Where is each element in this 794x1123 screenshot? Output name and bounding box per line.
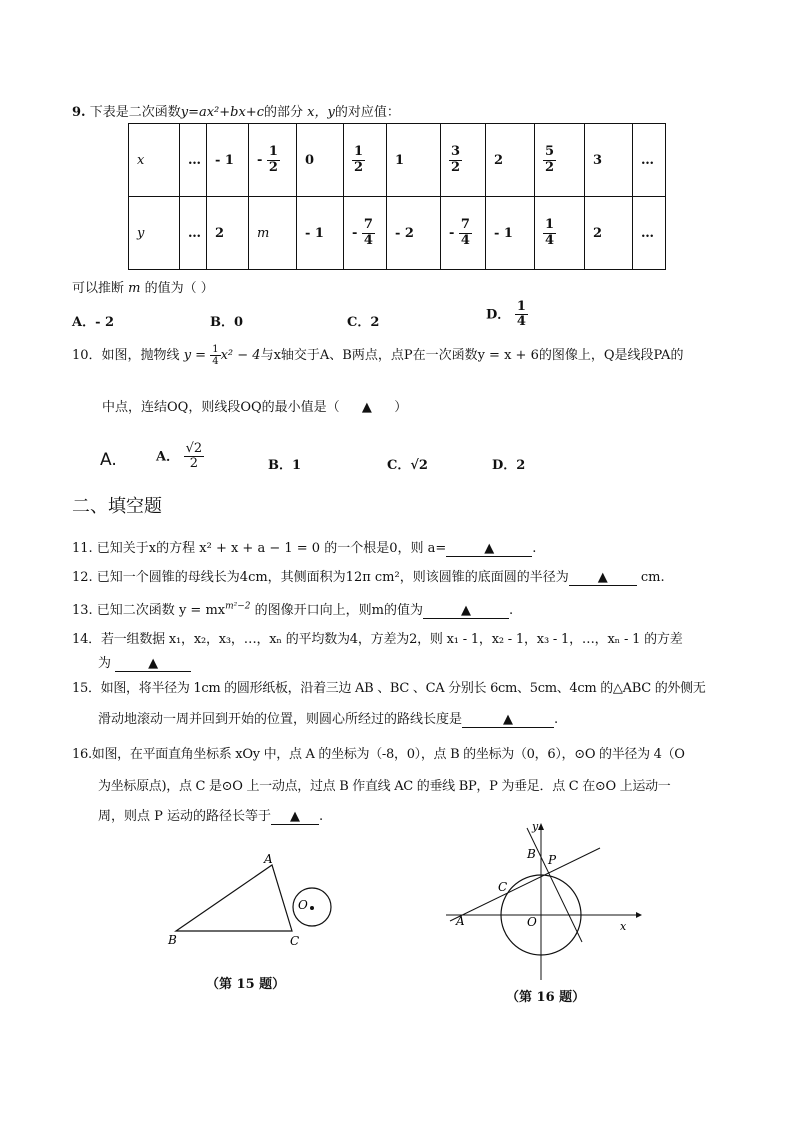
q16-post: . (319, 809, 324, 824)
q9-value-table (128, 123, 666, 270)
q14-text: 14．若一组数据 x₁，x₂，x₃，…，xₙ 的平均数为4，方差为2，则 x₁ - 1，x₂ - 1，x₃ - 1，…，xₙ - 1 的方差 (72, 632, 683, 647)
q9-stem-vars: x，y (307, 105, 335, 120)
answer-blank[interactable] (569, 570, 637, 586)
y-cell: - 1 (486, 197, 535, 270)
label-p: P (548, 853, 557, 867)
q9-stem-b: 的部分 (263, 105, 303, 120)
x-cell: 0 (297, 124, 344, 197)
x-axis-arrow (636, 912, 642, 918)
frac-den: 2 (189, 456, 199, 472)
frac-den: 4 (516, 314, 526, 330)
q16-text-1: 16.如图，在平面直角坐标系 xOy 中，点 A 的坐标为（-8，0），点 B 的坐标为（0，6），⊙O 的半径为 4（O (72, 747, 685, 762)
x-cell: $\frac{3}{2}$ (441, 124, 486, 197)
q10-option-a-label: A． (156, 449, 180, 465)
q10-frac (210, 344, 220, 367)
y-label: y (129, 197, 180, 270)
figure-15 (160, 845, 350, 955)
q9-number: 9. (72, 105, 86, 120)
x-cell: - 1 (207, 124, 249, 197)
y-cell: … (633, 197, 666, 270)
x-label: x (129, 124, 180, 197)
table-row-y (129, 197, 666, 270)
q15-line1 (72, 677, 706, 696)
q10-option-b[interactable]: B．1 (268, 458, 302, 473)
label-o: O (527, 915, 537, 929)
figure-16-caption: （第 16 题） (506, 990, 586, 1005)
x-cell: 3 (585, 124, 633, 197)
triangle-abc (176, 865, 292, 931)
q9-stem (72, 101, 400, 120)
q10-fn: x² − 4 (220, 348, 261, 363)
q10-number: 10．如图，抛物线 (72, 348, 180, 363)
q9-option-a[interactable]: A．- 2 (72, 315, 115, 330)
q16-line2 (98, 775, 671, 794)
y-cell: 2 (585, 197, 633, 270)
q16-text-3: 周，则点 P 运动的路径长等于 (98, 809, 272, 824)
y-cell: 2 (207, 197, 249, 270)
y-cell: - $\frac{7}{4}$ (441, 197, 486, 270)
x-cell: … (633, 124, 666, 197)
q9-ask-a: 可以推断 (72, 281, 125, 296)
q9-option-d-frac (515, 300, 528, 330)
answer-mark: ▲ (461, 603, 471, 618)
q12 (72, 566, 665, 586)
q10-option-c[interactable]: C．√2 (387, 458, 428, 473)
q15-post: . (554, 712, 559, 727)
label-b: B (527, 847, 536, 861)
figure-16 (440, 818, 660, 988)
q10-option-a[interactable] (156, 442, 204, 472)
q9-option-d-label: D． (486, 307, 511, 323)
q16-text-2: 为坐标原点)，点 C 是⊙O 上一动点，过点 B 作直线 AC 的垂线 BP，P 为垂足．点 C 在⊙O 上运动一 (98, 779, 671, 794)
label-b: B (168, 933, 177, 947)
q9-stem-fn: y=ax²+bx+c (180, 105, 264, 120)
x-cell: 2 (486, 124, 535, 197)
label-c: C (498, 880, 508, 894)
answer-mark: ▲ (148, 656, 159, 671)
q14-line2-text: 为 (98, 656, 112, 671)
answer-mark: ▲ (290, 809, 301, 824)
q9-stem-a: 下表是二次函数 (89, 105, 181, 120)
q15-text: 15．如图，将半径为 1cm 的圆形纸板，沿着三边 AB 、BC 、CA 分别长 6cm、5cm、4cm 的△ABC 的外侧无 (72, 681, 706, 696)
label-x: x (620, 920, 627, 933)
q10-mid: 与x轴交于A、B两点，点P在一次函数y = x + 6的图像上，Q是线段PA的 (260, 348, 684, 363)
q14-line2 (98, 652, 191, 672)
answer-mark: ▲ (597, 570, 608, 585)
frac-num: √2 (185, 441, 203, 456)
table-row-x (129, 124, 666, 197)
y-axis-arrow (538, 823, 544, 830)
q9-option-c[interactable]: C．2 (347, 315, 380, 330)
q15-line2-text: 滑动地滚动一周并回到开始的位置，则圆心所经过的路线长度是 (98, 712, 463, 727)
q10-option-d[interactable]: D．2 (492, 458, 526, 473)
q11 (72, 537, 536, 557)
q13-post: . (509, 603, 514, 618)
y-cell: - $\frac{7}{4}$ (344, 197, 387, 270)
label-o: O (298, 898, 308, 912)
y-cell: m (249, 197, 297, 270)
label-c: C (290, 934, 300, 948)
circle-center-dot (310, 906, 314, 910)
answer-blank[interactable] (462, 712, 554, 728)
y-cell: - 2 (387, 197, 441, 270)
x-cell: $\frac{1}{2}$ (344, 124, 387, 197)
y-cell: … (180, 197, 207, 270)
q11-text: 11. 已知关于x的方程 x² + x + a − 1 = 0 的一个根是0，则 a= (72, 541, 447, 556)
x-cell: - $\frac{1}{2}$ (249, 124, 297, 197)
y-cell: - 1 (297, 197, 344, 270)
answer-blank[interactable] (446, 541, 532, 557)
q9-ask (72, 277, 214, 296)
frac-num: 1 (212, 344, 219, 355)
q10-line1 (72, 344, 683, 367)
x-cell: … (180, 124, 207, 197)
q13-mid: 的图像开口向上，则m的值为 (250, 603, 423, 618)
answer-mark: ▲ (484, 541, 495, 556)
q10-close: ） (394, 400, 408, 415)
q12-post: cm. (640, 570, 665, 585)
frac-num: 1 (516, 299, 526, 314)
q15-line2 (98, 708, 558, 728)
q9-option-b[interactable]: B．0 (210, 315, 244, 330)
q10-option-a-frac (184, 442, 205, 472)
q10-line2 (102, 396, 407, 415)
q13-text: 13. 已知二次函数 y = mx (72, 603, 226, 618)
q16-line1 (72, 743, 685, 762)
answer-mark: ▲ (361, 400, 372, 415)
q13 (72, 599, 513, 619)
answer-blank[interactable] (271, 809, 319, 825)
answer-mark: ▲ (503, 712, 514, 727)
q9-ask-b: 的值为（ ） (144, 281, 214, 296)
q9-stem-c: 的对应值： (334, 105, 400, 120)
x-cell: 1 (387, 124, 441, 197)
answer-blank[interactable] (423, 603, 509, 619)
section-heading: 二、填空题 (72, 496, 162, 517)
answer-blank[interactable] (115, 656, 191, 672)
q9-option-d[interactable] (486, 300, 528, 330)
q14-line1 (72, 628, 724, 647)
q10-y-eq: y = (183, 348, 207, 363)
label-a: A (264, 852, 273, 866)
y-cell: $\frac{1}{4}$ (535, 197, 585, 270)
line-ac (450, 848, 600, 921)
q10-big-a: A. (100, 450, 117, 470)
label-y: y (532, 820, 539, 833)
label-a: A (456, 914, 465, 928)
x-cell: $\frac{5}{2}$ (535, 124, 585, 197)
figure-15-caption: （第 15 题） (206, 977, 286, 992)
frac-den: 4 (212, 356, 219, 367)
q10-line2-text: 中点，连结OQ，则线段OQ的最小值是（ (102, 400, 340, 415)
q11-post: . (532, 541, 537, 556)
q16-line3 (98, 805, 323, 825)
q12-text: 12. 已知一个圆锥的母线长为4cm，其侧面积为12π cm²，则该圆锥的底面圆的半径为 (72, 570, 569, 585)
q13-exponent: m²−2 (225, 601, 251, 612)
q9-ask-m: m (128, 281, 141, 296)
